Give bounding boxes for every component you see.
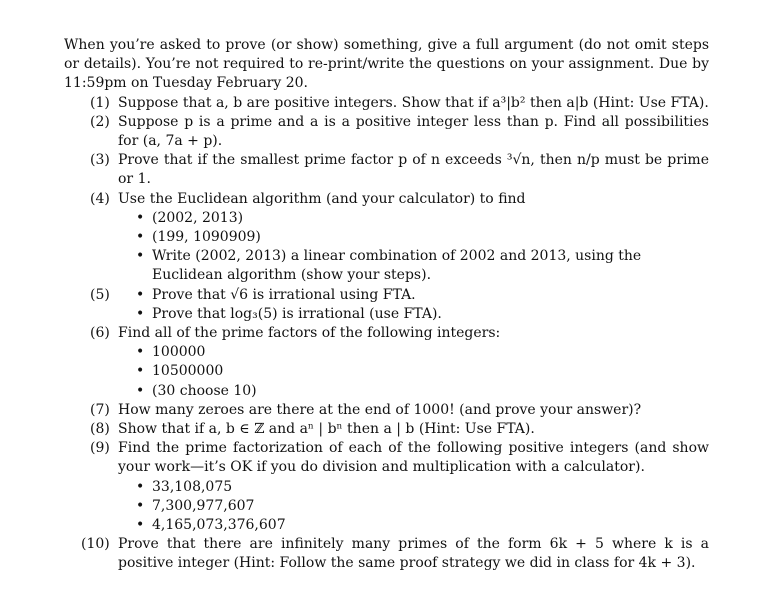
bullet-list — [118, 209, 709, 286]
problem-list — [64, 94, 709, 574]
bullet-list — [118, 478, 709, 536]
problem-5 — [64, 286, 709, 324]
list-item: • 4,165,073,376,607 — [134, 516, 709, 535]
problem-number: (3) — [90, 152, 110, 169]
problem-4 — [64, 190, 709, 286]
problem-10 — [64, 535, 709, 573]
problem-text: Show that if a, b ∈ ℤ and aⁿ | bⁿ then a | b (Hint: Use FTA). — [118, 421, 535, 438]
problem-6 — [64, 324, 709, 401]
problem-1 — [64, 94, 709, 113]
problem-number: (8) — [90, 421, 110, 438]
bullet-list — [118, 286, 709, 324]
problem-text: Prove that there are infinitely many primes of the form 6k + 5 where k is a positive integer (Hint: Follow the same proof strategy we did in class for 4k + 3). — [118, 536, 709, 572]
problem-text: How many zeroes are there at the end of 1000! (and prove your answer)? — [118, 401, 642, 418]
assignment-page — [64, 36, 709, 574]
problem-number: (10) — [81, 536, 110, 553]
bullet-list — [118, 343, 709, 401]
list-item: • (30 choose 10) — [134, 382, 709, 401]
problem-number: (7) — [90, 401, 110, 418]
problem-text: Prove that if the smallest prime factor p of n exceeds ³√n, then n/p must be prime or 1. — [118, 152, 709, 188]
problem-number: (1) — [90, 94, 110, 111]
problem-3 — [64, 151, 709, 189]
problem-text: Suppose that a, b are positive integers. Show that if a³|b² then a|b (Hint: Use FTA). — [118, 94, 709, 111]
list-item: • (199, 1090909) — [134, 228, 709, 247]
list-item: • 33,108,075 — [134, 478, 709, 497]
problem-number: (6) — [90, 325, 110, 342]
list-item: • 7,300,977,607 — [134, 497, 709, 516]
problem-number: (2) — [90, 113, 110, 130]
list-item: • Prove that log₃(5) is irrational (use FTA). — [134, 305, 709, 324]
problem-number: (9) — [90, 440, 110, 457]
list-item: • Prove that √6 is irrational using FTA. — [134, 286, 709, 305]
problem-2 — [64, 113, 709, 151]
list-item: • 100000 — [134, 343, 709, 362]
instructions-paragraph: When you’re asked to prove (or show) something, give a full argument (do not omit steps or details). You’re not required to re-print/write the questions on your assignment. Due by 11:59pm on Tuesday February 20. — [64, 37, 709, 92]
problem-8 — [64, 420, 709, 439]
list-item: • 10500000 — [134, 362, 709, 381]
problem-text: Suppose p is a prime and a is a positive integer less than p. Find all possibilities for (a, 7a + p). — [118, 113, 709, 150]
problem-number: (4) — [90, 190, 110, 207]
list-item: • Write (2002, 2013) a linear combination of 2002 and 2013, using the Euclidean algorithm (show your steps). — [134, 247, 709, 285]
problem-text: Find all of the prime factors of the following integers: — [118, 325, 501, 342]
problem-7 — [64, 401, 709, 420]
problem-9 — [64, 439, 709, 535]
list-item: • (2002, 2013) — [134, 209, 709, 228]
problem-text: Find the prime factorization of each of the following positive integers (and show your work—it’s OK if you do division and multiplication with a calculator). — [118, 440, 709, 476]
problem-number: (5) — [90, 286, 110, 303]
problem-text: Use the Euclidean algorithm (and your calculator) to find — [118, 190, 526, 207]
